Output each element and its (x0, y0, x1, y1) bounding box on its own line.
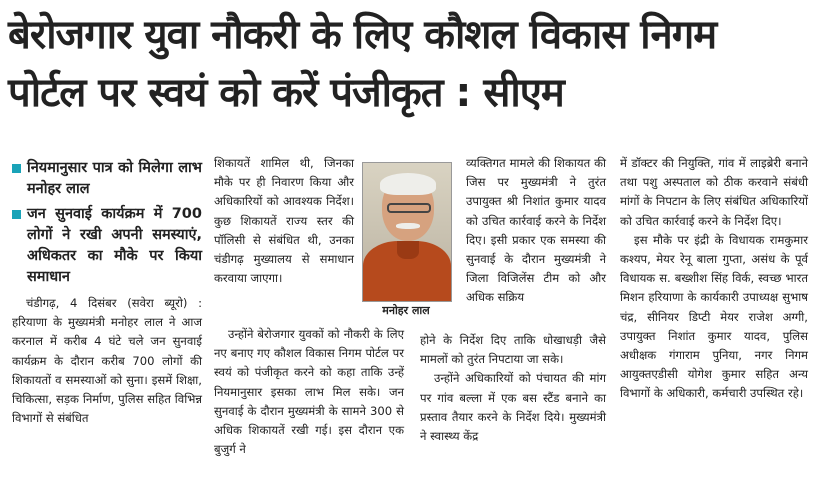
headline-line-1: बेरोजगार युवा नौकरी के लिए कौशल विकास निगम (8, 12, 717, 58)
column-2 (214, 154, 354, 288)
column-4 (620, 154, 808, 404)
article-paragraph: इस मौके पर इंद्री के विधायक रामकुमार कश्यप, मेयर रेनू बाला गुप्ता, असंध के पूर्व विधायक स. बख्शीश सिंह विर्क, स्वच्छ भारत मिशन हरियाणा के कार्यकारी उपाध्यक्ष सुभाष चंद्र, सीनियर डिप्टी मेयर राजेश अग्गी, उपायुक्त निशांत कुमार यादव, पुलिस अधीक्षक गंगाराम पुनिया, नगर निगम आयुक्तएडीसी योगेश कुमार सहित अन्य विभागों के अधिकारी, कर्मचारी उपस्थित रहे। (620, 232, 808, 401)
highlight-2 (12, 204, 202, 288)
square-bullet-icon (12, 210, 21, 219)
article-paragraph: में डॉक्टर की नियुक्ति, गांव में लाइब्रेरी बनाने तथा पशु अस्पताल को ठीक करवाने संबंधी मांगों के निपटान के लिए संबंधित अधिकारियों को उचित कार्रवाई करने के निर्देश दिए। (620, 156, 808, 228)
article-paragraph: उन्होंने बेरोजगार युवकों को नौकरी के लिए नए बनाए गए कौशल विकास निगम पोर्टल पर स्वयं को पंजीकृत करने को कहा ताकि उन्हें नियमानुसार इसका लाभ मिल सके। जन सुनवाई के दौरान मुख्यमंत्री के सामने 300 से अधिक शिकायतें रखी गई। इस दौरान एक बुजुर्ग ने (214, 327, 404, 457)
article-paragraph: चंडीगढ़, 4 दिसंबर (सवेरा ब्यूरो) : हरियाणा के मुख्यमंत्री मनोहर लाल ने आज करनाल में करीब 4 घंटे चले जन सुनवाई कार्यक्रम के दौरान करीब 700 लोगों की शिकायतों व समस्याओं को सुना। इसमें शिक्षा, चिकित्सा, सड़क निर्माण, पुलिस सहित विभिन्न विभागों से संबंधित (12, 296, 202, 426)
highlight-1-text: नियमानुसार पात्र को मिलेगा लाभ मनोहर लाल (27, 160, 202, 197)
highlight-2-text: जन सुनवाई कार्यक्रम में 700 लोगों ने रखी अपनी समस्याएं, अधिकतर का मौके पर किया समाधान (27, 206, 202, 285)
article-paragraph: उन्होंने अधिकारियों को पंचायत की मांग पर गांव बल्ला में एक बस स्टैंड बनाने का प्रस्ताव तैयार करने के निर्देश दिये। मुख्यमंत्री ने स्वास्थ्य केंद्र (420, 371, 606, 444)
square-bullet-icon (12, 164, 21, 173)
column-2-continued (214, 325, 404, 459)
article-paragraph: होने के निर्देश दिए ताकि धोखाधड़ी जैसे मामलों को तुरंत निपटाया जा सके। (420, 333, 606, 367)
column-3-continued (420, 331, 606, 446)
headline-line-2: पोर्टल पर स्वयं को करें पंजीकृत : सीएम (8, 70, 564, 116)
column-3 (466, 154, 606, 308)
portrait-image (362, 162, 452, 302)
article-paragraph: व्यक्तिगत मामले की शिकायत की जिस पर मुख्यमंत्री ने तुरंत उपायुक्त श्री निशांत कुमार यादव को उचित कार्रवाई करने के निर्देश दिए। इसी प्रकार एक समस्या की सुनवाई के दौरान मुख्यमंत्री ने जिला विजिलेंस टीम को और अधिक सक्रिय (466, 156, 606, 305)
portrait-photo (362, 162, 452, 320)
photo-caption: मनोहर लाल (382, 304, 430, 317)
article-paragraph: शिकायतें शामिल थी, जिनका मौके पर ही निवारण किया और अधिकारियों को आवश्यक निर्देश। कुछ शिकायतें राज्य स्तर की पॉलिसी से संबंधित थी, उनका चंडीगढ़ मुख्यालय से समाधान करवाया जाएगा। (214, 156, 354, 286)
headline (8, 6, 808, 122)
highlight-1 (12, 158, 202, 200)
column-1 (12, 158, 202, 428)
